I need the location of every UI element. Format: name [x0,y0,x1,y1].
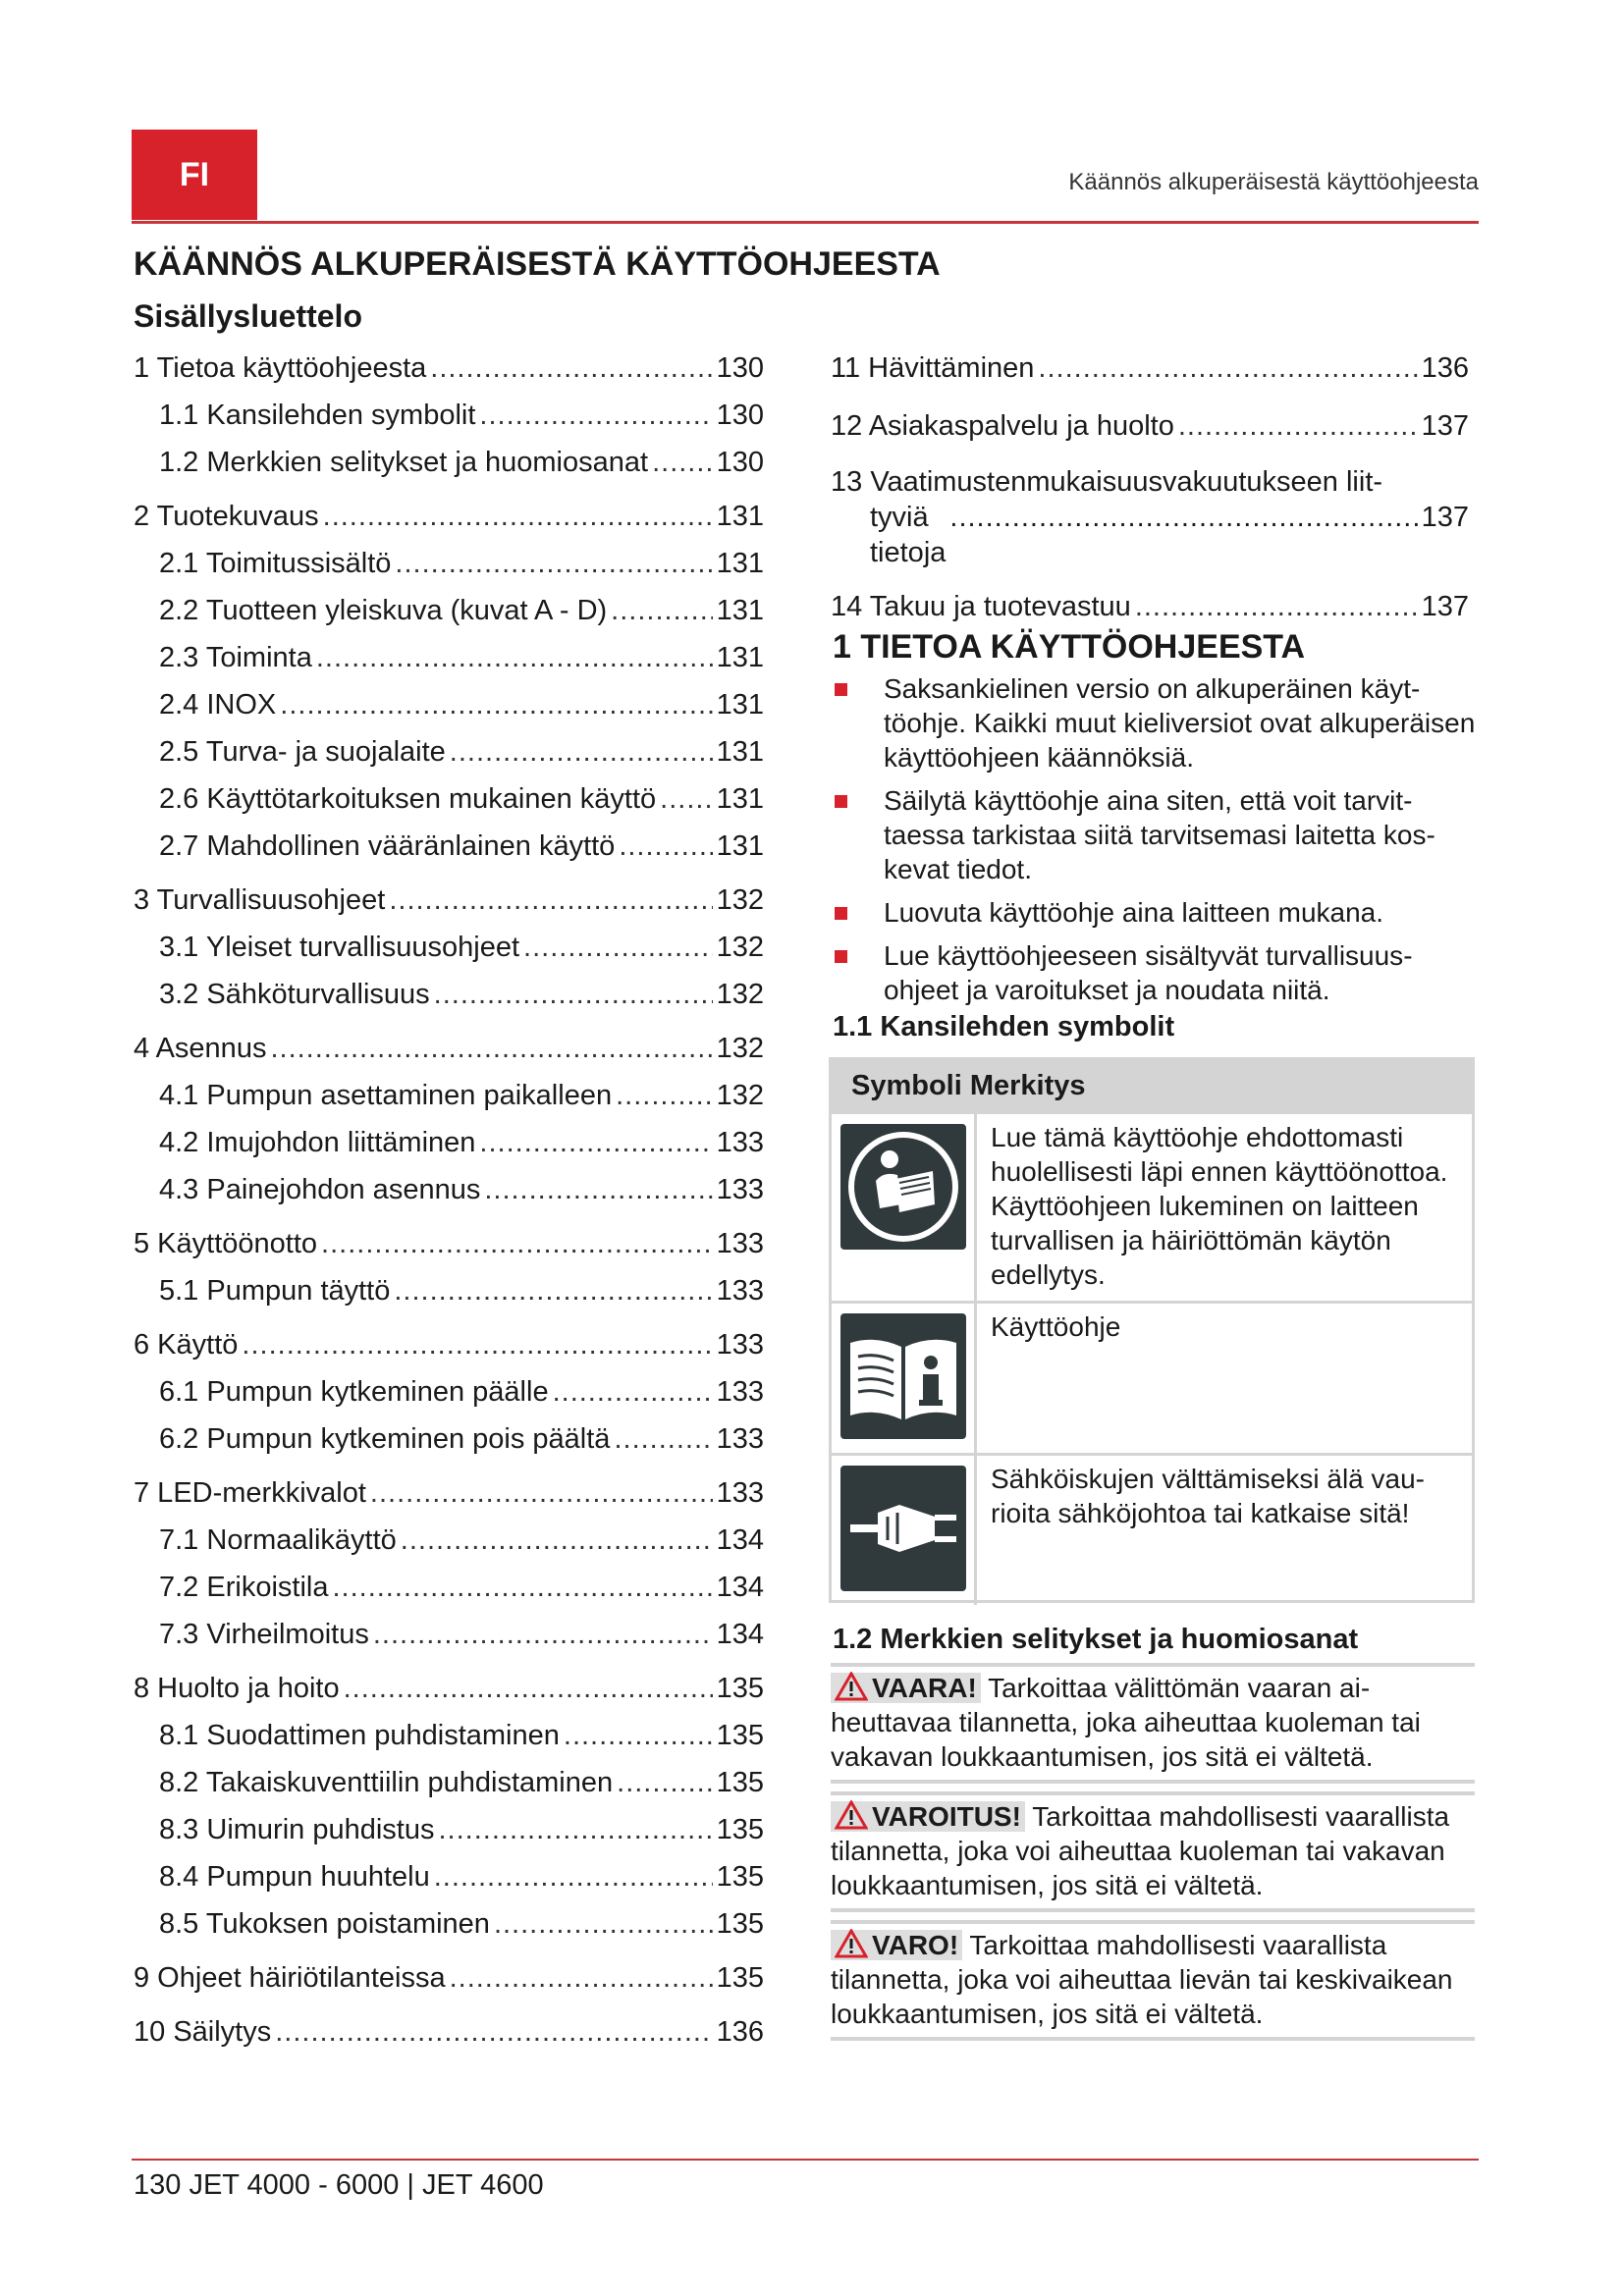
toc-entry-page: 133 [716,1174,764,1205]
toc-entry-title: 3.1 Yleiset turvallisuusohjeet [159,932,520,963]
bullet-item: Luovuta käyttöohje aina laitteen mukana. [833,895,1477,930]
toc-entry[interactable] [134,1766,764,1799]
toc-entry[interactable] [134,1618,764,1651]
read-manual-icon [840,1124,966,1250]
toc-entry-title: 13 Vaatimustenmukaisuusvakuutukseen liit- [831,466,1383,498]
toc-entry-title: 1.1 Kansilehden symbolit [159,400,476,431]
toc-entry[interactable] [134,978,764,1011]
toc-entry-page: 132 [716,979,764,1010]
toc-entry-title: 8.2 Takaiskuventtiilin puhdistaminen [159,1767,614,1798]
bullet-item: Lue käyttöohjeeseen sisältyvät turvallisuusohjeet ja varoitukset ja noudata niitä. [833,938,1477,1007]
toc-entry-page: 137 [1421,502,1469,533]
symbol-table [829,1057,1475,1603]
warning-text: Tarkoittaa mahdollisesti vaarallista tilannetta, joka voi aiheuttaa kuoleman tai vakavan loukkaantumisen, jos sitä ei vältetä. [831,1801,1450,1900]
language-badge: FI [132,130,257,220]
toc-entry[interactable] [134,399,764,432]
toc-entry[interactable] [134,1079,764,1112]
toc-entry-page: 134 [716,1524,764,1556]
bullet-item: Saksankielinen versio on alkuperäinen käyttöohje. Kaikki muut kieliversiot ovat alkuperäisen käyttöohjeen käännöksiä. [833,671,1477,774]
toc-entry[interactable] [134,1328,764,1362]
toc-entry[interactable] [134,641,764,674]
toc-entry[interactable] [134,782,764,816]
toc-entry[interactable] [134,1961,764,1995]
toc-entry-title: 8.4 Pumpun huuhtelu [159,1861,430,1893]
toc-entry-page: 131 [716,783,764,815]
page-footer: 130 JET 4000 - 6000 | JET 4600 [134,2169,544,2201]
toc-entry[interactable] [134,500,764,533]
toc-entry-title: 4.1 Pumpun asettaminen paikalleen [159,1080,613,1111]
toc-entry-title: 7 LED-merkkivalot [134,1477,366,1509]
toc-entry-title: 2.2 Tuotteen yleiskuva (kuvat A - D) [159,595,608,626]
toc-entry-page: 135 [716,1962,764,1994]
section-1-bullets [833,671,1477,1016]
bullet-square-icon [835,683,847,696]
toc-entry-page: 130 [716,447,764,478]
toc-entry[interactable] [134,547,764,580]
symbol-description: Lue tämä käyttöohje ehdottomasti huolellisesti läpi ennen käyttöönottoa. Käyttöohjeen lukeminen on laitteen turvallisen ja häiriöttömän käytön edellytys. [991,1122,1448,1290]
bullet-square-icon [835,950,847,963]
toc-entry-page: 131 [716,548,764,579]
toc-entry-title: 4.2 Imujohdon liittäminen [159,1127,476,1158]
toc-entry-title: 1 Tietoa käyttöohjeesta [134,352,427,384]
running-header: Käännös alkuperäisestä käyttöohjeesta [1068,169,1479,195]
toc-entry-page: 135 [716,1673,764,1704]
plug-icon [840,1466,966,1591]
toc-entry-title: 8.5 Tukoksen poistaminen [159,1908,490,1940]
toc-entry[interactable] [134,931,764,964]
toc-entry[interactable] [831,351,1469,385]
toc-entry-page: 134 [716,1572,764,1603]
toc-entry-title: 6.1 Pumpun kytkeminen päälle [159,1376,549,1408]
document-title: KÄÄNNÖS ALKUPERÄISESTÄ KÄYTTÖOHJEESTA [134,245,941,283]
toc-entry[interactable] [134,829,764,863]
warning-text: Tarkoittaa mahdollisesti vaarallista tilannetta, joka voi aiheuttaa lievän tai keskivaikean loukkaantumisen, jos sitä ei vältetä. [831,1930,1453,2029]
toc-entry-page: 133 [716,1228,764,1259]
toc-entry-title: 2.5 Turva- ja suojalaite [159,736,446,768]
toc-entry-page: 131 [716,689,764,721]
warning-triangle-icon [835,1672,868,1701]
warning-label: VAROITUS! [872,1801,1021,1832]
toc-entry-page: 133 [716,1275,764,1307]
toc-entry-page: 135 [716,1767,764,1798]
toc-entry-page: 137 [1421,410,1469,442]
toc-entry-page: 132 [716,932,764,963]
toc-entry-title: 7.2 Erikoistila [159,1572,329,1603]
bullet-square-icon [835,795,847,808]
toc-entry-title: 2 Tuotekuvaus [134,501,319,532]
toc-entry-title: 2.1 Toimitussisältö [159,548,392,579]
toc-entry[interactable] [134,688,764,721]
toc-entry[interactable] [134,1813,764,1846]
toc-entry-page: 135 [716,1908,764,1940]
toc-entry[interactable] [134,594,764,627]
toc-entry[interactable] [831,409,1469,443]
toc-entry-page: 136 [716,2016,764,2048]
toc-entry-page: 131 [716,830,764,862]
toc-entry-title: 8.3 Uimurin puhdistus [159,1814,435,1845]
toc-entry[interactable] [134,2015,764,2049]
toc-entry[interactable] [134,1907,764,1941]
toc-entry-page: 132 [716,1080,764,1111]
symbol-table-header: Symboli Merkitys [832,1060,1472,1111]
symbol-description: Käyttöohje [991,1311,1121,1342]
toc-entry-title: 6.2 Pumpun kytkeminen pois päältä [159,1423,611,1455]
toc-entry[interactable] [831,590,1469,623]
toc-entry-title: 2.7 Mahdollinen vääränlainen käyttö [159,830,616,862]
toc-entry-page: 131 [716,642,764,673]
toc-entry[interactable] [134,446,764,479]
toc-entry-page: 133 [716,1329,764,1361]
toc-entry-page: 130 [716,400,764,431]
toc-entry-title: 9 Ohjeet häiriötilanteissa [134,1962,446,1994]
toc-entry-page: 131 [716,736,764,768]
bullet-item: Säilytä käyttöohje aina siten, että voit tarvittaessa tarkistaa siitä tarvitsemasi laitetta koskevat tiedot. [833,783,1477,886]
toc-entry-page: 133 [716,1423,764,1455]
toc-entry-page: 130 [716,352,764,384]
toc-entry[interactable] [134,1571,764,1604]
toc-entry-page: 133 [716,1477,764,1509]
toc-entry[interactable] [134,351,764,385]
toc-entry-title: 8.1 Suodattimen puhdistaminen [159,1720,560,1751]
toc-entry-page: 133 [716,1127,764,1158]
warning-text: Tarkoittaa välittömän vaaran aiheuttavaa tilannetta, joka aiheuttaa kuoleman tai vakavan loukkaantumisen, jos sitä ei vältetä. [831,1673,1421,1772]
footer-divider [132,2159,1479,2161]
toc-entry-page: 133 [716,1376,764,1408]
toc-entry[interactable] [134,1375,764,1409]
toc-entry-title: 8 Huolto ja hoito [134,1673,340,1704]
table-row [832,1301,1472,1453]
toc-entry-page: 135 [716,1861,764,1893]
bullet-square-icon [835,907,847,920]
toc-entry-title: 6 Käyttö [134,1329,239,1361]
toc-entry-title: 2.4 INOX [159,689,277,721]
toc-entry-title: 4.3 Painejohdon asennus [159,1174,481,1205]
toc-entry[interactable] [134,1672,764,1705]
toc-entry-page: 137 [1421,591,1469,622]
toc-entry-title: 12 Asiakaspalvelu ja huolto [831,410,1174,442]
toc-entry-page: 135 [716,1814,764,1845]
table-row [832,1453,1472,1605]
toc-entry-page: 132 [716,1033,764,1064]
toc-entry-title: 2.6 Käyttötarkoituksen mukainen käyttö [159,783,657,815]
warning-danger [831,1663,1475,1784]
toc-entry-page: 135 [716,1720,764,1751]
toc-entry-title: 4 Asennus [134,1033,267,1064]
toc-entry-title: 14 Takuu ja tuotevastuu [831,591,1131,622]
toc-entry[interactable] [134,1274,764,1308]
toc-entry-title: 11 Hävittäminen [831,352,1035,384]
warning-caution [831,1791,1475,1912]
toc-entry[interactable] [134,1523,764,1557]
header-divider [132,221,1479,224]
toc-entry-title: 3.2 Sähköturvallisuus [159,979,430,1010]
toc-entry[interactable] [134,735,764,769]
toc-entry-title: 5.1 Pumpun täyttö [159,1275,391,1307]
toc-entry[interactable] [134,1422,764,1456]
toc-entry[interactable] [134,1032,764,1065]
toc-right-column [831,351,1469,623]
toc-entry-title: 7.3 Virheilmoitus [159,1619,369,1650]
toc-left-column [134,351,764,2049]
warning-triangle-icon [835,1800,868,1830]
warning-label: VAARA! [872,1673,977,1703]
symbol-description: Sähköiskujen välttämiseksi älä vaurioita sähköjohtoa tai katkaise sitä! [991,1464,1425,1528]
table-row [832,1111,1472,1301]
section-1-1-title: 1.1 Kansilehden symbolit [833,1011,1175,1042]
toc-entry-title: 3 Turvallisuusohjeet [134,884,386,916]
toc-entry-title: 1.2 Merkkien selitykset ja huomiosanat [159,447,649,478]
warning-label: VARO! [872,1930,959,1960]
toc-entry-page: 131 [716,501,764,532]
toc-entry-title-cont: tyviä tietoja [870,502,947,568]
toc-entry-title: 10 Säilytys [134,2016,272,2048]
toc-entry[interactable] [134,1227,764,1260]
toc-entry[interactable] [134,1126,764,1159]
toc-entry-title: 5 Käyttöönotto [134,1228,318,1259]
toc-entry[interactable] [831,464,1469,570]
toc-heading: Sisällysluettelo [134,298,362,334]
manual-info-icon [840,1313,966,1439]
section-1-2-title: 1.2 Merkkien selitykset ja huomiosanat [833,1624,1359,1655]
toc-entry[interactable] [134,1476,764,1510]
toc-entry-page: 131 [716,595,764,626]
toc-entry[interactable] [134,1719,764,1752]
toc-entry[interactable] [134,1860,764,1894]
toc-entry-page: 132 [716,884,764,916]
toc-entry[interactable] [134,1173,764,1206]
warning-careful [831,1920,1475,2041]
toc-entry[interactable] [134,883,764,917]
toc-entry-title: 2.3 Toiminta [159,642,312,673]
warning-triangle-icon [835,1929,868,1958]
toc-entry-page: 136 [1421,352,1469,384]
toc-entry-title: 7.1 Normaalikäyttö [159,1524,397,1556]
toc-entry-page: 134 [716,1619,764,1650]
section-1-title: 1 TIETOA KÄYTTÖOHJEESTA [833,628,1306,666]
